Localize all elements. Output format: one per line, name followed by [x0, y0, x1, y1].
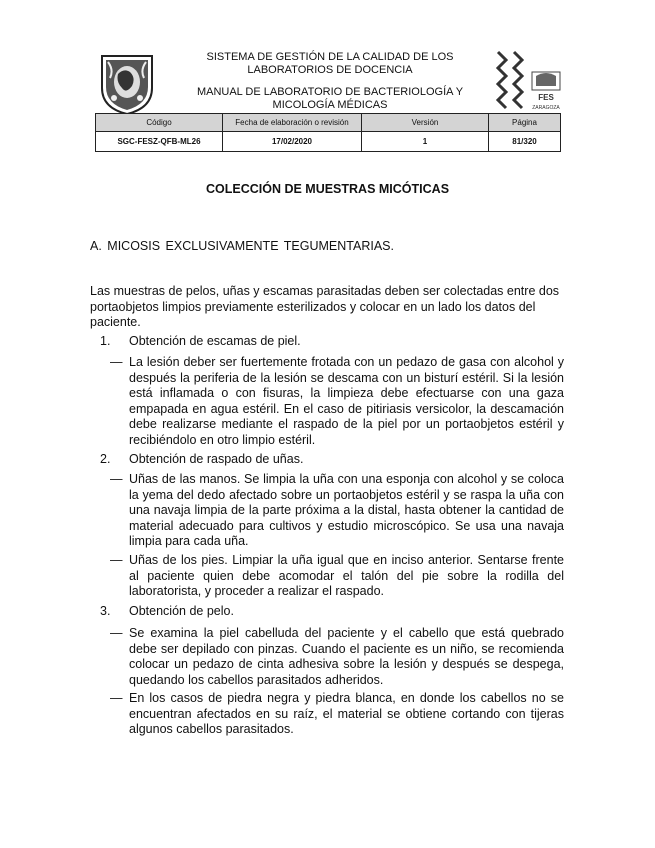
- list-item-number: 1.: [100, 334, 111, 348]
- dash-bullet-icon: —: [110, 355, 123, 369]
- bullet-text: Se examina la piel cabelluda del paciente y el cabello que está quebrado debe ser depilado con pinzas. Cuando el paciente es un niño, se recomienda colocar un pedazo de cinta adhesiva sobre la lesión y después se despega, quedando los cabellos parasitados adheridos.: [129, 626, 564, 687]
- header-manual-title: MANUAL DE LABORATORIO DE BACTERIOLOGÍA Y MICOLOGÍA MÉDICAS: [196, 86, 464, 111]
- table-value-fecha: 17/02/2020: [223, 132, 362, 152]
- bullet-text: La lesión deber ser fuertemente frotada con un pedazo de gasa con alcohol y después la periferia de la lesión se descama con un bisturí estéril. Si la lesión está inflamada o con fisuras, la limpieza debe efectuarse con una gaza empapada en agua estéril. En el caso de pitiriasis versicolor, la descamación debe realizarse mediante el raspado de la piel por un portaobjetos estéril y recibiéndolo en otro limpio estéril.: [129, 355, 564, 447]
- bullet-piedra: [110, 691, 564, 738]
- section-heading: A. MICOSIS EXCLUSIVAMENTE TEGUMENTARIAS.: [90, 239, 394, 253]
- dash-bullet-icon: —: [110, 553, 123, 567]
- bullet-unas-manos: [110, 472, 564, 550]
- header-system-title: SISTEMA DE GESTIÓN DE LA CALIDAD DE LOS LABORATORIOS DE DOCENCIA: [206, 51, 454, 76]
- table-header-codigo: Código: [96, 114, 223, 132]
- bullet-text: En los casos de piedra negra y piedra blanca, en donde los cabellos no se encuentran afectados en su raíz, el material se obtiene cortando con tijeras algunos cabellos parasitados.: [129, 691, 564, 736]
- list-item-title: Obtención de pelo.: [129, 604, 234, 618]
- fes-zaragoza-logo: [492, 48, 564, 112]
- bullet-text: Uñas de los pies. Limpiar la uña igual que en inciso anterior. Sentarse frente al paciente quien debe acomodar el talón del pie sobre la rodilla del laboratorista, y proceder a realizar el raspado.: [129, 553, 564, 598]
- unam-crest-logo: [96, 52, 158, 116]
- table-header-pagina: Página: [489, 114, 561, 132]
- table-value-pagina: 81/320: [489, 132, 561, 152]
- document-control-table: [95, 113, 561, 152]
- intro-paragraph: Las muestras de pelos, uñas y escamas parasitadas deben ser colectadas entre dos portaobjetos limpios previamente esterilizados y colocar en un lado los datos del paciente.: [90, 284, 560, 329]
- table-value-codigo: SGC-FESZ-QFB-ML26: [96, 132, 223, 152]
- dash-bullet-icon: —: [110, 626, 123, 640]
- list-item-number: 2.: [100, 452, 111, 466]
- table-value-version: 1: [362, 132, 489, 152]
- bullet-cabello-quebrado: [110, 626, 564, 688]
- page-title: COLECCIÓN DE MUESTRAS MICÓTICAS: [205, 182, 450, 196]
- bullet-unas-pies: [110, 553, 564, 600]
- list-item-title: Obtención de escamas de piel.: [129, 334, 301, 348]
- bullet-escamas: [110, 355, 564, 448]
- svg-text:ZARAGOZA: ZARAGOZA: [532, 105, 560, 111]
- list-item-title: Obtención de raspado de uñas.: [129, 452, 304, 466]
- dash-bullet-icon: —: [110, 691, 123, 705]
- svg-text:FES: FES: [538, 93, 554, 102]
- table-header-fecha: Fecha de elaboración o revisión: [223, 114, 362, 132]
- bullet-text: Uñas de las manos. Se limpia la uña con una esponja con alcohol y se coloca la yema del dedo afectado sobre un portaobjetos estéril y se raspa la uña con una navaja limpia de la parte próxima a la distal, hasta obtener la cantidad de material adecuado para cultivos y estudio microscópico. Se usa una navaja limpia para cada uña.: [129, 472, 564, 548]
- dash-bullet-icon: —: [110, 472, 123, 486]
- table-header-version: Versión: [362, 114, 489, 132]
- list-item-number: 3.: [100, 604, 111, 618]
